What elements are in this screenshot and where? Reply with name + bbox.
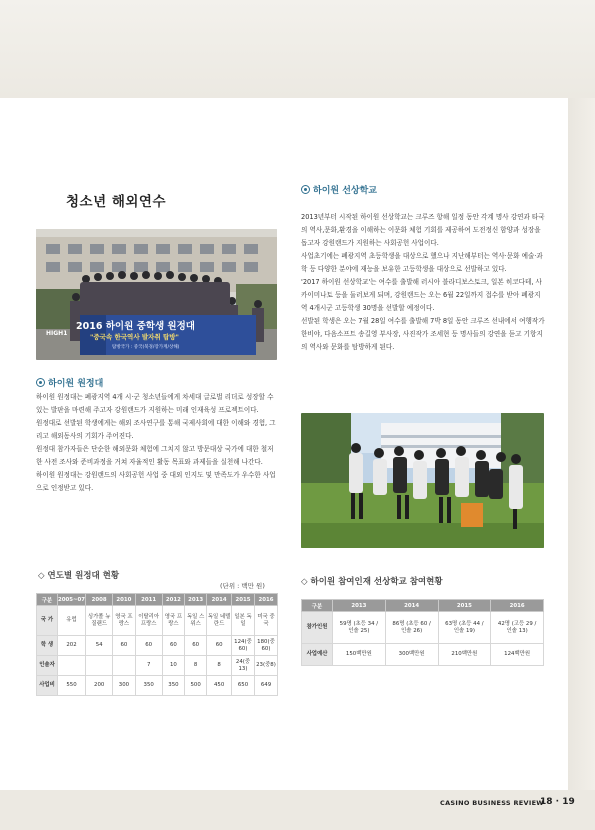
page-title: 청소년 해외연수 xyxy=(66,194,166,210)
row-label: 학 생 xyxy=(37,636,58,656)
page-numbers: 18 · 19 xyxy=(540,797,575,807)
table-cell: 60 xyxy=(207,636,232,656)
table-cell: 60 xyxy=(185,636,207,656)
table-header-row xyxy=(302,600,544,612)
table-cell: 63명 (초등 44 / 인솔 19) xyxy=(438,612,491,644)
table-cell: 60 xyxy=(135,636,162,656)
table-header-cell: 2013 xyxy=(185,594,207,606)
table-row xyxy=(37,676,278,696)
row-label: 참가인원 xyxy=(302,612,333,644)
table-unit: (단위 : 백만 원) xyxy=(220,582,265,590)
table-cell: 유럽 xyxy=(58,606,86,636)
table-cell: 124백만원 xyxy=(491,644,544,666)
table-header-cell: 2010 xyxy=(113,594,135,606)
table-cell: 42명 (고등 29 / 인솔 13) xyxy=(491,612,544,644)
table-row xyxy=(37,656,278,676)
table-cell: 86명 (초등 60 / 인솔 26) xyxy=(385,612,438,644)
banner-title: 2016 하이원 중학생 원정대 xyxy=(76,321,195,332)
table-header-cell: 2016 xyxy=(254,594,277,606)
row-label: 사업비 xyxy=(37,676,58,696)
table-header-cell: 2014 xyxy=(207,594,232,606)
table-cell: 24(중13) xyxy=(232,656,255,676)
table-cell: 54 xyxy=(86,636,113,656)
table-cell: 150백만원 xyxy=(333,644,386,666)
table-cell: 8 xyxy=(185,656,207,676)
section-heading-text: 하이원 선상학교 xyxy=(313,186,377,196)
banner-subtitle: "중국속 한국역사 발자취 탐방" xyxy=(90,333,179,341)
section-body-seonsang xyxy=(301,211,545,354)
table-cell: 독일 네델란드 xyxy=(207,606,232,636)
table-header-row xyxy=(37,594,278,606)
table-row xyxy=(37,606,278,636)
row-label: 사업예산 xyxy=(302,644,333,666)
banner-caption: 탐방국가 : 중국(북경/장가계/상해) xyxy=(112,345,180,350)
banner-logo: HIGH1 xyxy=(46,330,68,337)
table-header-cell: 2012 xyxy=(162,594,184,606)
row-label: 인솔자 xyxy=(37,656,58,676)
table-row xyxy=(37,636,278,656)
section-heading-text: 하이원 원정대 xyxy=(48,379,104,389)
table-heading-text: 하이원 참여인재 선상학교 참여현황 xyxy=(310,577,443,587)
yearly-table xyxy=(36,593,278,696)
participation-table xyxy=(301,599,544,666)
table-heading-participation: ◇ 하이원 참여인재 선상학교 참여현황 xyxy=(301,577,443,587)
table-cell: 210백만원 xyxy=(438,644,491,666)
table-cell: 독일 스위스 xyxy=(185,606,207,636)
table-row xyxy=(302,612,544,644)
table-header-cell: 2015 xyxy=(232,594,255,606)
table-cell: 싱가폴 뉴질랜드 xyxy=(86,606,113,636)
table-cell xyxy=(86,656,113,676)
table-cell: 59명 (초등 34 / 인솔 25) xyxy=(333,612,386,644)
table-cell: 650 xyxy=(232,676,255,696)
table-header-cell: 2005~07 xyxy=(58,594,86,606)
table-header-cell: 구분 xyxy=(302,600,333,612)
paragraph: 사업초기에는 폐광지역 초등학생을 대상으로 했으나 지난해부터는 역사·문화 예술·과학 등 다양한 분야에 재능을 보유한 고등학생을 대상으로 선발하고 있다. xyxy=(301,252,543,273)
table-cell: 60 xyxy=(113,636,135,656)
paragraph: 원정대로 선발된 학생에게는 해외 조사연구를 통해 국제사회에 대한 이해와 경험, 그리고 해외동사의 기회가 주어진다. xyxy=(36,419,276,440)
table-cell: 550 xyxy=(58,676,86,696)
table-cell: 미국 중국 xyxy=(254,606,277,636)
circle-bullet-icon xyxy=(301,185,310,194)
table-row xyxy=(302,644,544,666)
table-cell: 7 xyxy=(135,656,162,676)
table-cell: 10 xyxy=(162,656,184,676)
table-cell: 300 xyxy=(113,676,135,696)
table-cell: 649 xyxy=(254,676,277,696)
page-edge xyxy=(568,98,595,790)
table-heading-text: 연도별 원정대 현황 xyxy=(47,571,120,581)
bottom-margin xyxy=(0,790,595,830)
table-header-cell: 구분 xyxy=(37,594,58,606)
table-heading-yearly: ◇ 연도별 원정대 현황 xyxy=(38,571,120,581)
table-cell: 23(중8) xyxy=(254,656,277,676)
paragraph: 2013년부터 시작된 하이원 선상학교는 크루즈 항해 일정 동안 각계 명사 강연과 타국의 역사,문화,환경을 이해하는 이문화 체험 기회를 제공하여 도전정신 함양과 성장을 돕고자 강원랜드가 지원하는 사회공헌 사업이다. xyxy=(301,213,545,247)
paragraph: 원정대 참가자들은 단순한 해외문화 체험에 그치지 않고 방문대상 국가에 대한 철저한 사전 조사와 준비과정을 거쳐 자율적인 활동 목표와 과제들을 실천해 나간다. xyxy=(36,445,274,466)
table-header-cell: 2015 xyxy=(438,600,491,612)
magazine-name: CASINO BUSINESS REVIEW xyxy=(440,799,544,807)
top-margin xyxy=(0,0,595,98)
paragraph: '2017 하이원 선상학교'는 여수를 출발해 러시아 블라디보스토크, 일본 히코다테, 사카이미나토 등을 둘러보게 되며, 강원랜드는 오는 6월 22일까지 접수를 받아 폐광지역 4개시군 고등학생 30명을 선발할 예정이다. xyxy=(301,278,542,312)
table-cell: 350 xyxy=(162,676,184,696)
cruise-group-photo xyxy=(301,413,544,548)
table-cell: 202 xyxy=(58,636,86,656)
section-heading-seonsang xyxy=(301,183,377,196)
table-cell: 8 xyxy=(207,656,232,676)
paragraph: 하이원 원정대는 강원랜드의 사회공헌 사업 중 대외 인지도 및 만족도가 우수한 사업으로 인정받고 있다. xyxy=(36,471,276,492)
table-cell: 일본 독일 xyxy=(232,606,255,636)
table-header-cell: 2008 xyxy=(86,594,113,606)
table-cell: 200 xyxy=(86,676,113,696)
table-cell: 영국 프랑스 xyxy=(113,606,135,636)
section-heading-wonjeongdae xyxy=(36,376,103,389)
circle-bullet-icon xyxy=(36,378,45,387)
table-header-cell: 2011 xyxy=(135,594,162,606)
paragraph: 하이원 원정대는 폐광지역 4개 시·군 청소년들에게 차세대 글로벌 리더로 성장할 수 있는 발판을 마련해 주고자 강원랜드가 지원하는 미래 인재육성 프로젝트이다. xyxy=(36,393,274,414)
table-header-cell: 2014 xyxy=(385,600,438,612)
row-label: 국 가 xyxy=(37,606,58,636)
table-cell: 350 xyxy=(135,676,162,696)
table-cell: 60 xyxy=(162,636,184,656)
section-body-wonjeongdae xyxy=(36,391,277,495)
table-cell: 124(중60) xyxy=(232,636,255,656)
table-header-cell: 2016 xyxy=(491,600,544,612)
cruise-photo-image xyxy=(301,413,544,548)
table-cell: 500 xyxy=(185,676,207,696)
table-cell: 이탈리아 프랑스 xyxy=(135,606,162,636)
table-cell: 180(중60) xyxy=(254,636,277,656)
table-cell: 영국 프랑스 xyxy=(162,606,184,636)
paragraph: 선발된 학생은 오는 7월 28일 여수를 출발해 7박 8일 동안 크루즈 선내에서 여행작가 한비야, 다음소프트 송길영 부사장, 사진작가 조세현 등 명사들의 강연을 듣고 기항지의 역사와 문화를 탐방하게 된다. xyxy=(301,317,545,351)
table-cell: 450 xyxy=(207,676,232,696)
table-header-cell: 2013 xyxy=(333,600,386,612)
table-cell xyxy=(113,656,135,676)
table-cell: 300백만원 xyxy=(385,644,438,666)
table-cell xyxy=(58,656,86,676)
